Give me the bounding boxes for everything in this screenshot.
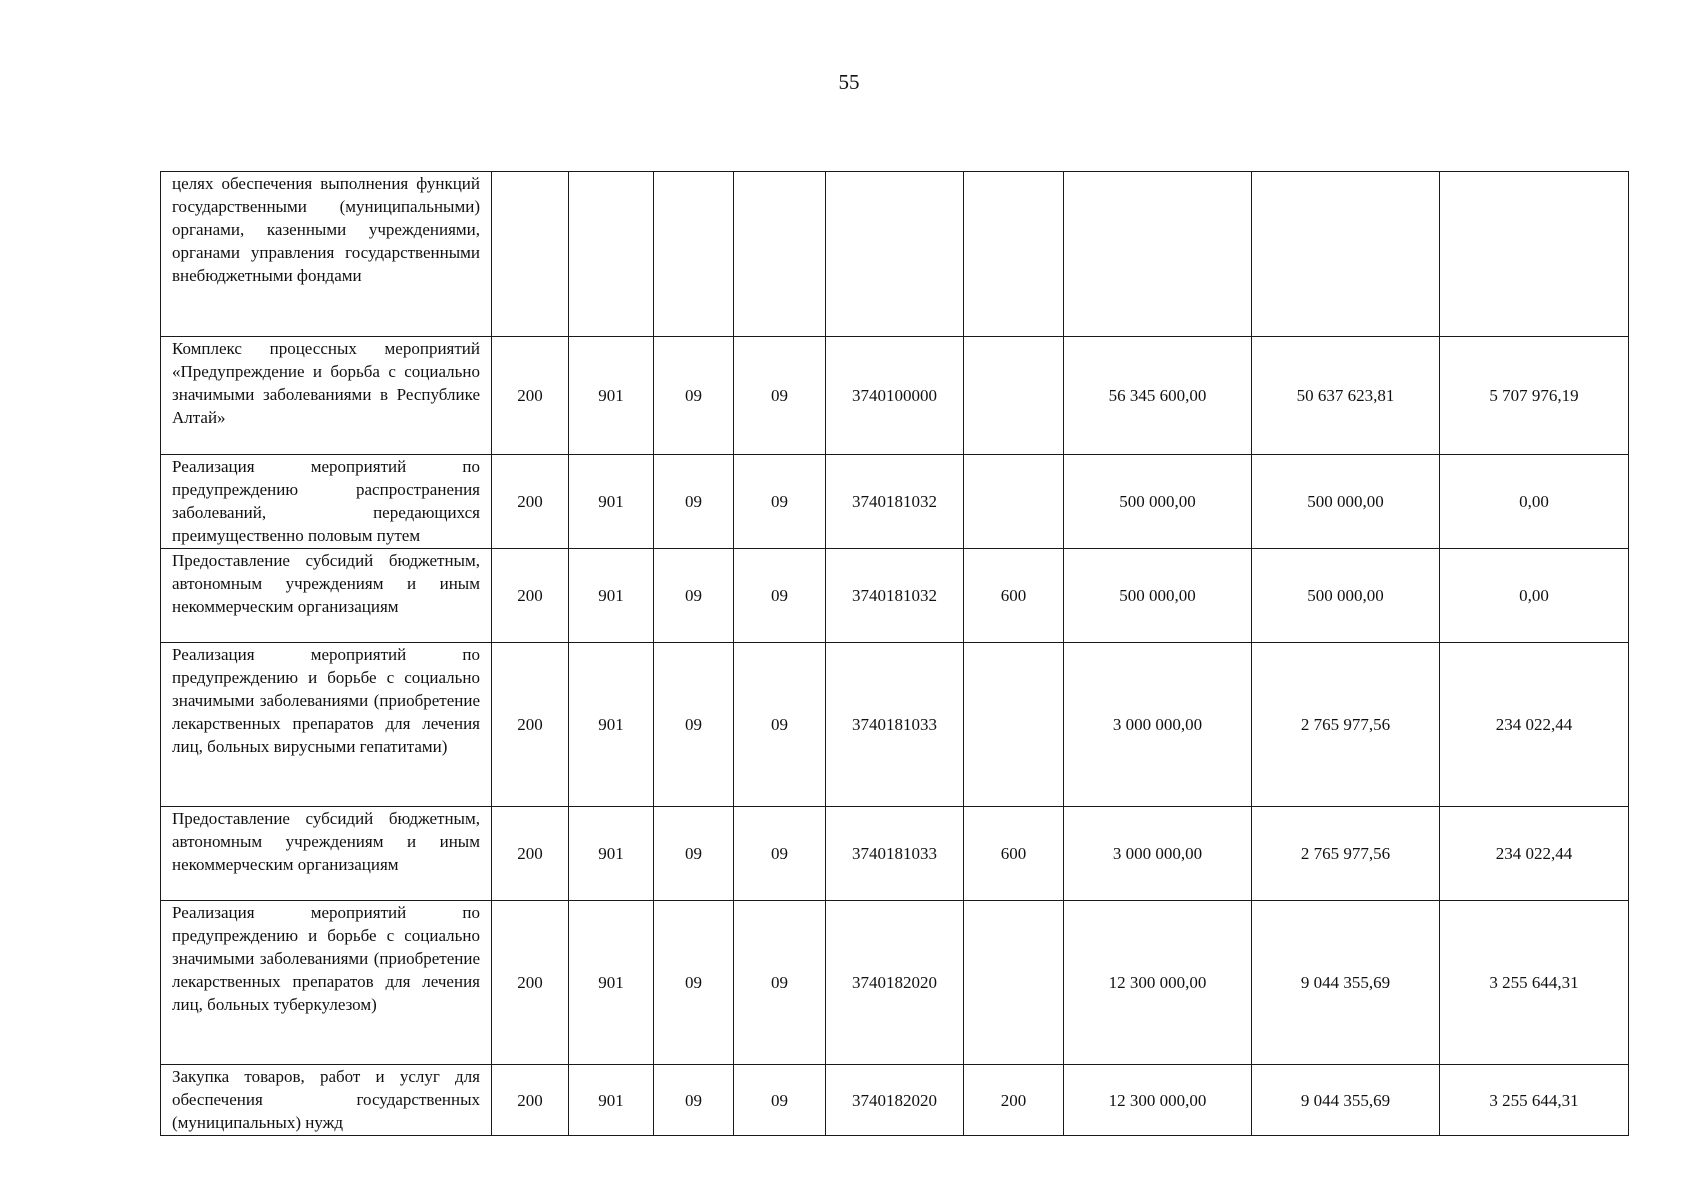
- remainder-cell: 234 022,44: [1440, 807, 1629, 901]
- fact-cell: [1252, 172, 1440, 337]
- table-row: [161, 901, 1629, 1065]
- col4-cell: 09: [734, 549, 826, 643]
- col1-cell: 200: [492, 549, 569, 643]
- col2-cell: 901: [569, 807, 654, 901]
- plan-cell: 500 000,00: [1064, 549, 1252, 643]
- col4-cell: 09: [734, 901, 826, 1065]
- plan-cell: 12 300 000,00: [1064, 901, 1252, 1065]
- table-row: [161, 455, 1629, 549]
- row-name-cell: Предоставление субсидий бюджетным, автономным учреждениям и иным некоммерческим организациям: [161, 807, 492, 901]
- col3-cell: 09: [654, 643, 734, 807]
- plan-cell: [1064, 172, 1252, 337]
- col6-cell: [964, 901, 1064, 1065]
- col3-cell: 09: [654, 549, 734, 643]
- fact-cell: 500 000,00: [1252, 549, 1440, 643]
- table-row: [161, 549, 1629, 643]
- col5-cell: 3740181032: [826, 455, 964, 549]
- col3-cell: [654, 172, 734, 337]
- plan-cell: 3 000 000,00: [1064, 807, 1252, 901]
- col4-cell: 09: [734, 643, 826, 807]
- col3-cell: 09: [654, 455, 734, 549]
- page-number: 55: [838, 70, 860, 94]
- fact-cell: 500 000,00: [1252, 455, 1440, 549]
- fact-cell: 9 044 355,69: [1252, 901, 1440, 1065]
- remainder-cell: 0,00: [1440, 455, 1629, 549]
- table-row: [161, 643, 1629, 807]
- col1-cell: 200: [492, 337, 569, 455]
- table-row: [161, 337, 1629, 455]
- remainder-cell: [1440, 172, 1629, 337]
- col6-cell: [964, 337, 1064, 455]
- col3-cell: 09: [654, 337, 734, 455]
- fact-cell: 9 044 355,69: [1252, 1065, 1440, 1136]
- fact-cell: 2 765 977,56: [1252, 643, 1440, 807]
- col5-cell: [826, 172, 964, 337]
- row-name-cell: Реализация мероприятий по предупреждению и борьбе с социально значимыми заболеваниями (приобретение лекарственных препаратов для лечения лиц, больных вирусными гепатитами): [161, 643, 492, 807]
- row-name-cell: Закупка товаров, работ и услуг для обеспечения государственных (муниципальных) нужд: [161, 1065, 492, 1136]
- col5-cell: 3740100000: [826, 337, 964, 455]
- col5-cell: 3740182020: [826, 901, 964, 1065]
- plan-cell: 12 300 000,00: [1064, 1065, 1252, 1136]
- plan-cell: 56 345 600,00: [1064, 337, 1252, 455]
- col2-cell: 901: [569, 549, 654, 643]
- col2-cell: 901: [569, 901, 654, 1065]
- col1-cell: 200: [492, 1065, 569, 1136]
- col6-cell: 200: [964, 1065, 1064, 1136]
- table-row: [161, 807, 1629, 901]
- col1-cell: 200: [492, 455, 569, 549]
- col3-cell: 09: [654, 901, 734, 1065]
- col1-cell: [492, 172, 569, 337]
- col6-cell: [964, 172, 1064, 337]
- col4-cell: 09: [734, 337, 826, 455]
- col6-cell: [964, 455, 1064, 549]
- col2-cell: 901: [569, 643, 654, 807]
- col5-cell: 3740181033: [826, 807, 964, 901]
- col1-cell: 200: [492, 807, 569, 901]
- row-name-cell: целях обеспечения выполнения функций государственными (муниципальными) органами, казенными учреждениями, органами управления государственными внебюджетными фондами: [161, 172, 492, 337]
- row-name-cell: Реализация мероприятий по предупреждению распространения заболеваний, передающихся преимущественно половым путем: [161, 455, 492, 549]
- remainder-cell: 0,00: [1440, 549, 1629, 643]
- remainder-cell: 5 707 976,19: [1440, 337, 1629, 455]
- remainder-cell: 3 255 644,31: [1440, 901, 1629, 1065]
- col5-cell: 3740182020: [826, 1065, 964, 1136]
- col5-cell: 3740181033: [826, 643, 964, 807]
- budget-table: [160, 171, 1629, 1136]
- plan-cell: 500 000,00: [1064, 455, 1252, 549]
- col3-cell: 09: [654, 807, 734, 901]
- col4-cell: 09: [734, 455, 826, 549]
- col1-cell: 200: [492, 901, 569, 1065]
- col4-cell: 09: [734, 807, 826, 901]
- fact-cell: 50 637 623,81: [1252, 337, 1440, 455]
- table-row: [161, 1065, 1629, 1136]
- remainder-cell: 234 022,44: [1440, 643, 1629, 807]
- col2-cell: 901: [569, 337, 654, 455]
- fact-cell: 2 765 977,56: [1252, 807, 1440, 901]
- row-name-cell: Реализация мероприятий по предупреждению и борьбе с социально значимыми заболеваниями (приобретение лекарственных препаратов для лечения лиц, больных туберкулезом): [161, 901, 492, 1065]
- col4-cell: 09: [734, 1065, 826, 1136]
- col2-cell: [569, 172, 654, 337]
- remainder-cell: 3 255 644,31: [1440, 1065, 1629, 1136]
- col6-cell: [964, 643, 1064, 807]
- col2-cell: 901: [569, 455, 654, 549]
- col1-cell: 200: [492, 643, 569, 807]
- col2-cell: 901: [569, 1065, 654, 1136]
- col4-cell: [734, 172, 826, 337]
- col5-cell: 3740181032: [826, 549, 964, 643]
- col6-cell: 600: [964, 807, 1064, 901]
- plan-cell: 3 000 000,00: [1064, 643, 1252, 807]
- table-row: [161, 172, 1629, 337]
- col6-cell: 600: [964, 549, 1064, 643]
- col3-cell: 09: [654, 1065, 734, 1136]
- row-name-cell: Комплекс процессных мероприятий «Предупреждение и борьба с социально значимыми заболеваниями в Республике Алтай»: [161, 337, 492, 455]
- row-name-cell: Предоставление субсидий бюджетным, автономным учреждениям и иным некоммерческим организациям: [161, 549, 492, 643]
